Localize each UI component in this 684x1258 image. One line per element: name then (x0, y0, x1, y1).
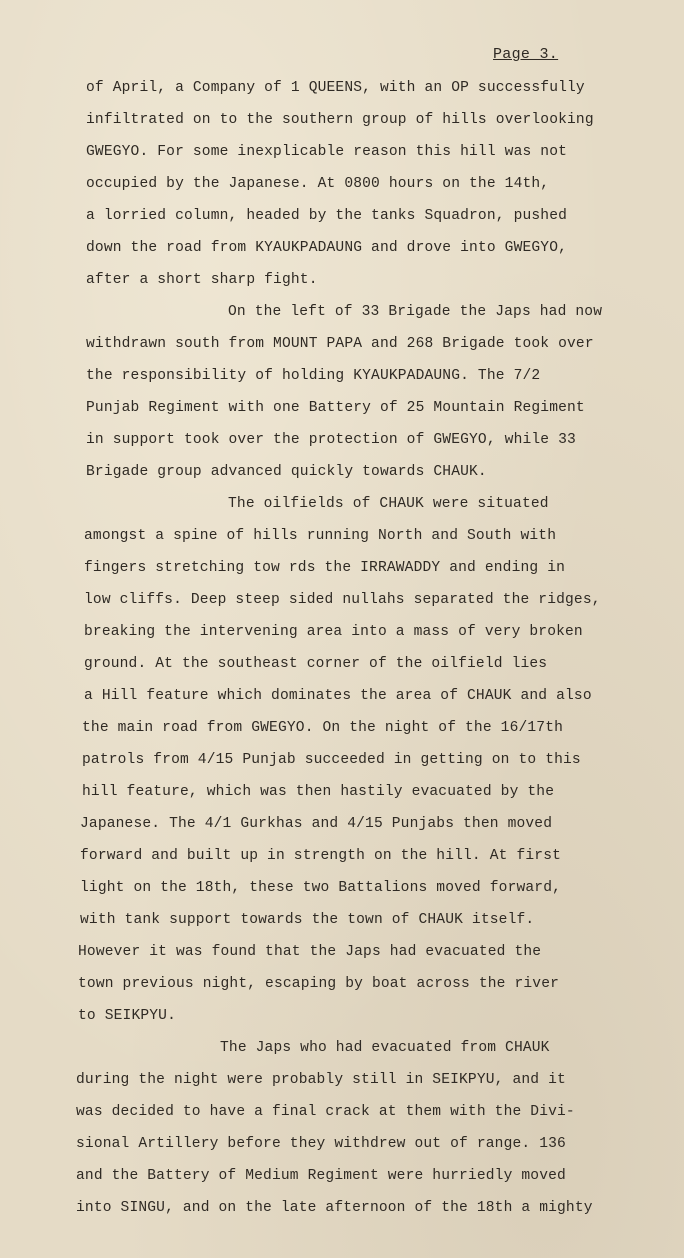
text-line: to SEIKPYU. (78, 1008, 176, 1024)
text-line: On the left of 33 Brigade the Japs had now (228, 304, 603, 320)
text-line: a lorried column, headed by the tanks Squadron, pushed (86, 208, 568, 224)
page-number: Page 3. (493, 46, 559, 63)
text-line: into SINGU, and on the late afternoon of the 18th a mighty (76, 1200, 593, 1216)
text-line: withdrawn south from MOUNT PAPA and 268 Brigade took over (86, 336, 594, 352)
text-line: a Hill feature which dominates the area of CHAUK and also (84, 688, 592, 704)
text-line: Japanese. The 4/1 Gurkhas and 4/15 Punjabs then moved (80, 816, 553, 832)
text-line: infiltrated on to the southern group of hills overlooking (86, 112, 594, 128)
text-line: However it was found that the Japs had evacuated the (78, 944, 542, 960)
text-line: amongst a spine of hills running North and South with (84, 528, 557, 544)
text-line: fingers stretching tow rds the IRRAWADDY and ending in (84, 560, 566, 576)
text-line: of April, a Company of 1 QUEENS, with an OP successfully (86, 80, 585, 96)
text-line: in support took over the protection of GWEGYO, while 33 (86, 432, 576, 448)
text-line: sional Artillery before they withdrew out of range. 136 (76, 1136, 566, 1152)
text-line: The oilfields of CHAUK were situated (228, 496, 549, 512)
text-line: was decided to have a final crack at them with the Divi- (76, 1104, 575, 1120)
text-line: with tank support towards the town of CHAUK itself. (80, 912, 535, 928)
text-line: GWEGYO. For some inexplicable reason this hill was not (86, 144, 568, 160)
text-line: The Japs who had evacuated from CHAUK (220, 1040, 550, 1056)
text-line: ground. At the southeast corner of the oilfield lies (84, 656, 548, 672)
text-line: down the road from KYAUKPADAUNG and drove into GWEGYO, (86, 240, 568, 256)
text-line: breaking the intervening area into a mass of very broken (84, 624, 583, 640)
text-line: and the Battery of Medium Regiment were hurriedly moved (76, 1168, 566, 1184)
text-line: after a short sharp fight. (86, 272, 318, 288)
text-line: town previous night, escaping by boat across the river (78, 976, 560, 992)
text-line: light on the 18th, these two Battalions moved forward, (80, 880, 562, 896)
text-line: low cliffs. Deep steep sided nullahs separated the ridges, (84, 592, 601, 608)
text-line: the responsibility of holding KYAUKPADAUNG. The 7/2 (86, 368, 541, 384)
text-line: hill feature, which was then hastily evacuated by the (82, 784, 555, 800)
text-line: forward and built up in strength on the hill. At first (80, 848, 562, 864)
text-line: occupied by the Japanese. At 0800 hours on the 14th, (86, 176, 550, 192)
text-line: during the night were probably still in SEIKPYU, and it (76, 1072, 566, 1088)
text-line: patrols from 4/15 Punjab succeeded in getting on to this (82, 752, 581, 768)
text-line: the main road from GWEGYO. On the night of the 16/17th (82, 720, 564, 736)
text-line: Punjab Regiment with one Battery of 25 Mountain Regiment (86, 400, 585, 416)
text-line: Brigade group advanced quickly towards CHAUK. (86, 464, 487, 480)
